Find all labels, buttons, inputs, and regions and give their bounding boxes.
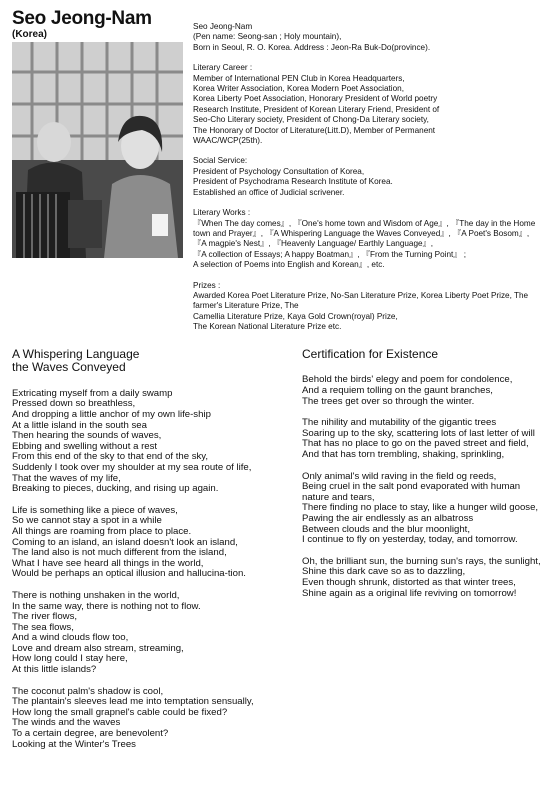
poet-photo-image — [12, 42, 183, 258]
career-line: Member of International PEN Club in Korea Headquarters, — [193, 73, 405, 83]
poem-stanza — [12, 591, 280, 676]
poem-line: The plantain's sleeves lead me into temptation sensually, — [12, 696, 254, 708]
career-line: WAAC/WCP(25th). — [193, 136, 263, 146]
works-line: town and Prayer』, 『A Whispering Language the Waves Conveyed』, 『A Poet's Bosom』, — [193, 228, 530, 238]
poem-line: Pressed down so breathless, — [12, 398, 136, 410]
poem-title-line: A Whispering Language — [12, 347, 140, 361]
poem-whispering-language — [12, 348, 280, 761]
career-heading: Literary Career : — [193, 63, 253, 73]
poem-line: The river flows, — [12, 611, 78, 623]
poem-line: How long could I stay here, — [12, 653, 128, 665]
poem-stanza — [302, 557, 545, 599]
poem-line: Shine again as a original life reviving on tomorrow! — [302, 587, 517, 599]
poem-line: Even though shrunk, distorted as that winter trees, — [302, 576, 516, 588]
prizes-heading: Prizes : — [193, 280, 221, 290]
poem-line: The coconut palm's shadow is cool, — [12, 685, 164, 697]
poet-photo — [12, 42, 183, 258]
service-line: President of Psychology Consultation of Korea, — [193, 166, 365, 176]
poem-line: The trees get over so through the winter. — [302, 395, 475, 407]
poem-line: In the same way, there is nothing not to flow. — [12, 600, 201, 612]
career-line: Seo-Cho Literary society, President of Chong-Da Literary society, — [193, 115, 429, 125]
poem-line: So we cannot stay a spot in a while — [12, 515, 162, 527]
works-line: 『A collection of Essays; A happy Boatman』, 『From the Turning Point』 ; — [193, 249, 467, 259]
poem-line: Soaring up to the sky, scattering lots of last letter of will — [302, 427, 535, 439]
poem-line: Ebbing and swelling without a rest — [12, 440, 158, 452]
poem-line: I continue to fly on yesterday, today, and tomorrow. — [302, 534, 518, 546]
career-line: The Honorary of Doctor of Literature(Litt.D), Member of Permanent — [193, 125, 436, 135]
poem-line: To a certain degree, are benevolent? — [12, 728, 169, 740]
poet-country: (Korea) — [12, 29, 48, 40]
bio-intro-line: (Pen name: Seong-san ; Holy mountain), — [193, 32, 342, 42]
career-line: Research Institute, President of Korean Literary Friend, President of — [193, 104, 440, 114]
service-line: Established an office of Judicial scrivener. — [193, 187, 345, 197]
poem-line: Shine this dark cave so as to dazzling, — [302, 566, 466, 578]
poem-stanza — [12, 506, 280, 580]
poem-line: The nihility and mutability of the gigantic trees — [302, 417, 497, 429]
prizes-line: Awarded Korea Poet Literature Prize, No-San Literature Prize, Korea Liberty Poet Prize, The farmer's Literature Prize, The — [193, 290, 529, 311]
poem-line: Only animal's wild raving in the field og reeds, — [302, 470, 497, 482]
career-line: Korea Liberty Poet Association, Honorary President of World poetry — [193, 94, 438, 104]
bio-intro-line: Born in Seoul, R. O. Korea. Address : Jeon-Ra Buk-Do(province). — [193, 42, 431, 52]
poem-line: The winds and the waves — [12, 717, 121, 729]
poem-line: Between clouds and the blur moonlight, — [302, 523, 470, 535]
poem-certification-for-existence — [302, 348, 545, 610]
poem-line: There finding no place to stay, like a hunger wild goose, — [302, 502, 539, 514]
poem-line: And a requiem tolling on the gaunt branches, — [302, 385, 493, 396]
poem-stanza — [302, 375, 545, 407]
works-heading: Literary Works : — [193, 208, 251, 218]
poem-line: And that has torn trembling, shaking, sprinkling, — [302, 448, 505, 460]
poem-line: There is nothing unshaken in the world, — [12, 589, 180, 601]
poem-stanza — [302, 472, 545, 546]
works-line: 『When The day comes』, 『One's home town and Wisdom of Age』, 『The day in the Home — [193, 218, 536, 228]
prizes-line: Camellia Literature Prize, Kaya Gold Crown(royal) Prize, — [193, 311, 398, 321]
poem-line: That the waves of my life, — [12, 472, 121, 484]
poem-line: Then hearing the sounds of waves, — [12, 430, 162, 442]
poem-line: Coming to an island, an island doesn't look an island, — [12, 536, 238, 548]
poem-stanza — [302, 418, 545, 460]
poem-line: Breaking to pieces, ducking, and rising up again. — [12, 483, 219, 495]
bio-intro-line: Seo Jeong-Nam — [193, 22, 253, 31]
poem-line: And a wind clouds flow too, — [12, 632, 129, 644]
poem-line: Oh, the brilliant sun, the burning sun's rays, the sunlight, — [302, 555, 541, 567]
poem-line: At this little islands? — [12, 664, 97, 676]
poem-line: Life is something like a piece of waves, — [12, 504, 178, 516]
works-line: A selection of Poems into English and Korean』, etc. — [193, 260, 385, 270]
poem-stanza — [12, 687, 280, 751]
career-line: Korea Writer Association, Korea Modern Poet Association, — [193, 84, 405, 94]
poem-line: The sea flows, — [12, 621, 74, 633]
prizes-line: The Korean National Literature Prize etc. — [193, 322, 342, 332]
poem-title-line: Certification for Existence — [302, 347, 439, 361]
poem-title-line: the Waves Conveyed — [12, 360, 126, 375]
poem-title — [302, 348, 545, 361]
poem-line: Looking at the Winter's Trees — [12, 738, 136, 750]
poem-line: And dropping a little anchor of my own life-ship — [12, 409, 211, 420]
works-line: 『A magpie's Nest』, 『Heavenly Language/ Earthly Language』, — [193, 239, 434, 249]
poem-line: Love and dream also stream, streaming, — [12, 642, 184, 654]
poem-title — [12, 348, 280, 375]
poem-line: The land also is not much different from the island, — [12, 547, 227, 559]
poet-name: Seo Jeong-Nam — [12, 8, 152, 29]
poem-line: What I have see heard all things in the world, — [12, 557, 204, 569]
poem-line: At a little island in the south sea — [12, 419, 147, 431]
poem-line: Pawing the air endlessly as an albatross — [302, 512, 474, 524]
poem-line: How long the small grapnel's cable could be fixed? — [12, 706, 228, 718]
poem-line: From this end of the sky to that end of the sky, — [12, 451, 209, 463]
service-heading: Social Service: — [193, 156, 248, 166]
poem-line: Would be perhaps an optical illusion and hallucina-tion. — [12, 568, 246, 580]
poem-line: Extricating myself from a daily swamp — [12, 387, 173, 399]
poem-line: All things are roaming from place to place. — [12, 525, 192, 537]
poem-stanza — [12, 389, 280, 495]
poem-line: Suddenly I took over my shoulder at my sea route of life, — [12, 461, 252, 473]
bio-block — [193, 22, 545, 333]
service-line: President of Psychodrama Research Institute of Korea. — [193, 177, 393, 187]
poem-line: That has no place to go on the paved street and field, — [302, 438, 529, 450]
poem-line: Being cruel in the salt pond evaporated with human nature and tears, — [302, 481, 521, 503]
poem-line: Behold the birds' elegy and poem for condolence, — [302, 374, 513, 386]
